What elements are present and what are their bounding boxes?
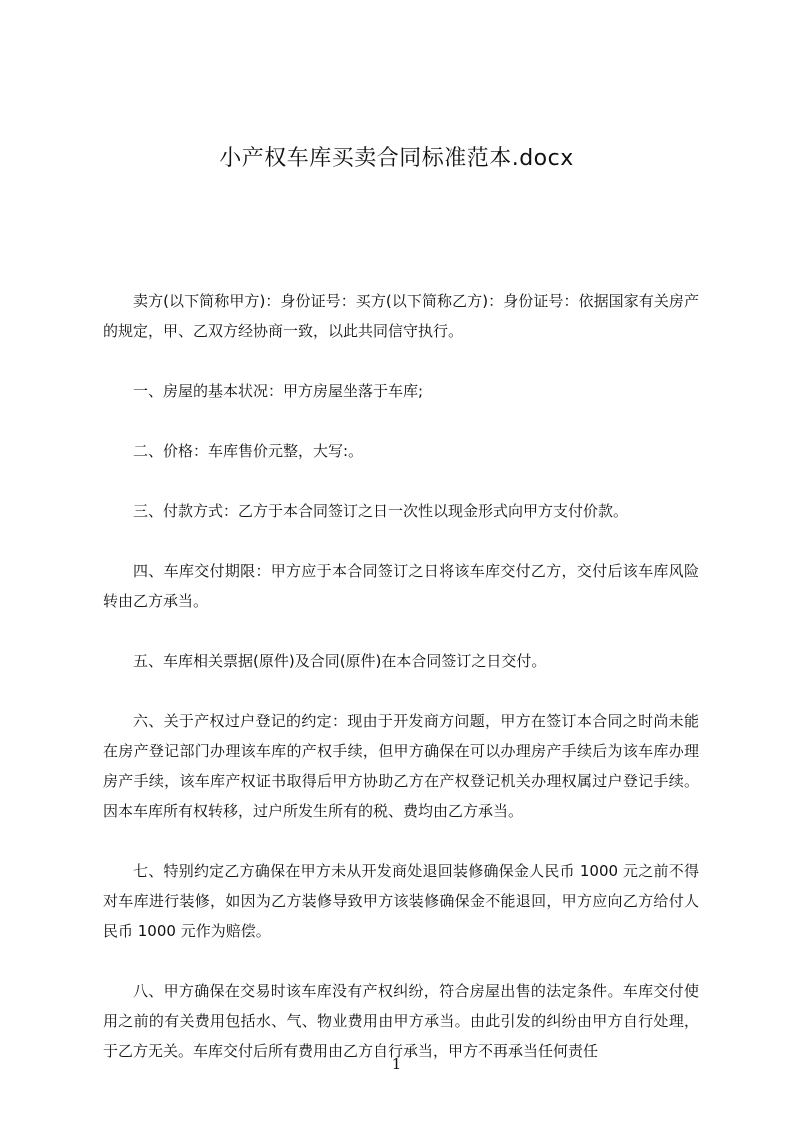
paragraph-clause-7: 七、特别约定乙方确保在甲方未从开发商处退回装修确保金人民币 1000 元之前不得对车库进行装修，如因为乙方装修导致甲方该装修确保金不能退回，甲方应向乙方给付人民币 1000 元作为赔偿。 — [103, 862, 699, 940]
paragraph-clause-2: 二、价格：车库售价元整，大写:。 — [133, 442, 364, 460]
paragraph-clause-6: 六、关于产权过户登记的约定：现由于开发商方问题，甲方在签订本合同之时尚未能在房产登记部门办理该车库的产权手续，但甲方确保在可以办理房产手续后为该车库办理房产手续，该车库产权证书取得后甲方协助乙方在产权登记机关办理权属过户登记手续。因本车库所有权转移，过户所发生所有的税、费均由乙方承当。 — [103, 712, 699, 820]
paragraph-clause-5: 五、车库相关票据(原件)及合同(原件)在本合同签订之日交付。 — [133, 652, 547, 670]
page-number: 1 — [391, 1055, 402, 1073]
document-body — [103, 286, 699, 1066]
paragraph-clause-8: 八、甲方确保在交易时该车库没有产权纠纷，符合房屋出售的法定条件。车库交付使用之前的有关费用包括水、气、物业费用由甲方承当。由此引发的纠纷由甲方自行处理，于乙方无关。车库交付后所有费用由乙方自行承当，甲方不再承当任何责任 — [103, 982, 699, 1060]
paragraph-clause-3: 三、付款方式：乙方于本合同签订之日一次性以现金形式向甲方支付价款。 — [133, 502, 629, 520]
document-title: 小产权车库买卖合同标准范本.docx — [219, 146, 574, 171]
paragraph-intro: 卖方(以下简称甲方)：身份证号：买方(以下简称乙方)：身份证号：依据国家有关房产的规定，甲、乙双方经协商一致，以此共同信守执行。 — [103, 292, 699, 340]
paragraph-clause-1: 一、房屋的基本状况：甲方房屋坐落于车库; — [133, 382, 424, 400]
paragraph-clause-4: 四、车库交付期限：甲方应于本合同签订之日将该车库交付乙方，交付后该车库风险转由乙方承当。 — [103, 562, 699, 610]
